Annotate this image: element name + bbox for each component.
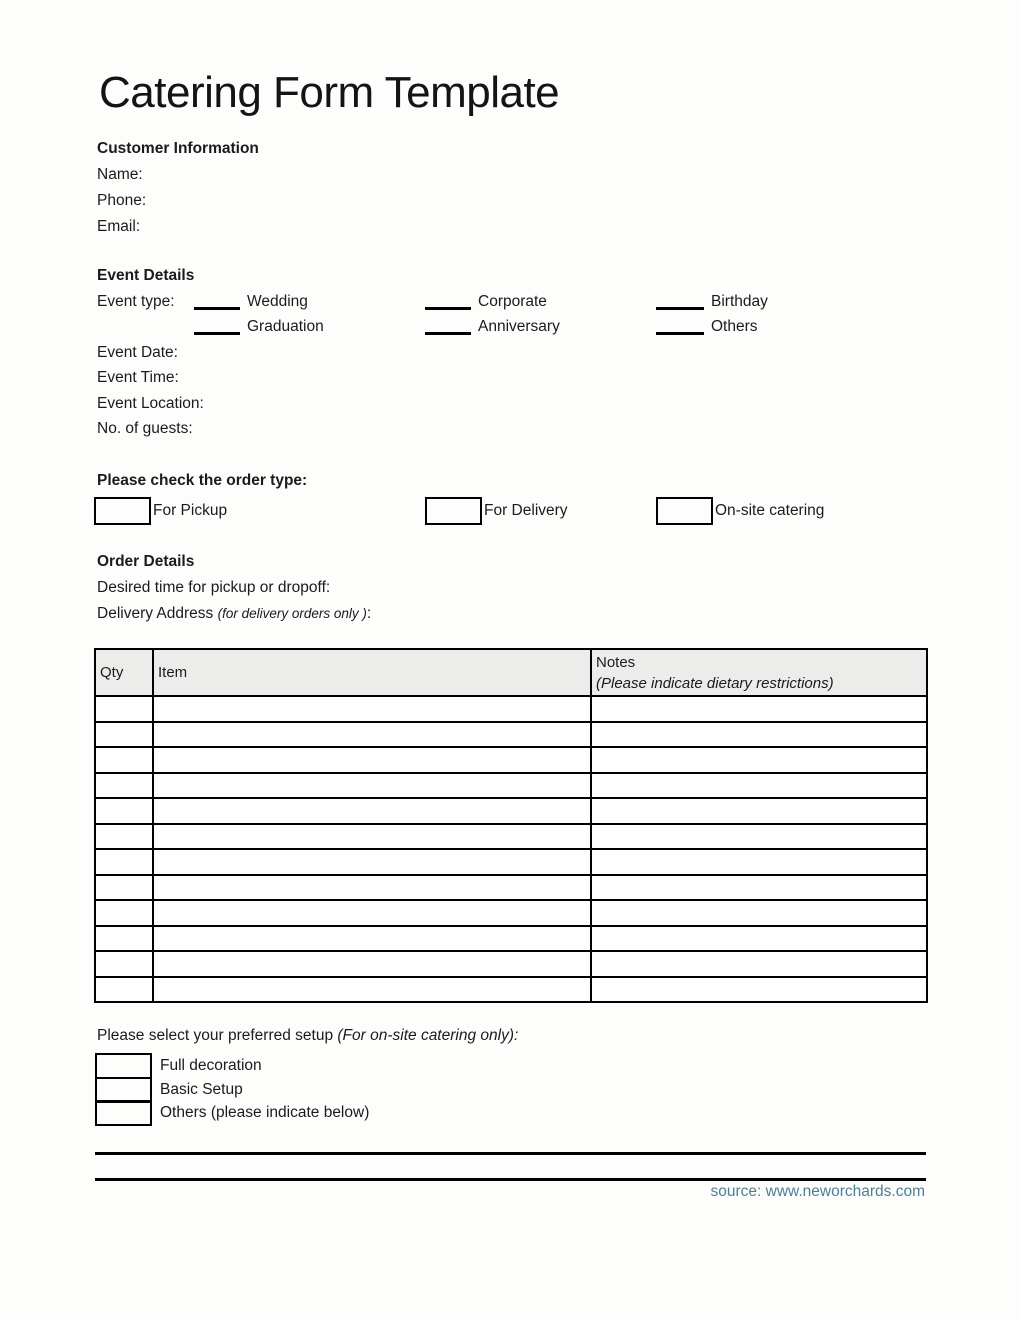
order-table-empty-row [95,722,927,748]
delivery-address-note: (for delivery orders only ) [217,606,367,621]
order-table-cell-item[interactable] [153,977,591,1003]
order-table-cell-qty[interactable] [95,773,153,799]
event-type-option-others: Others [711,318,758,335]
page-title: Catering Form Template [99,68,560,117]
order-table-cell-qty[interactable] [95,977,153,1003]
event-location-label: Event Location: [97,394,204,412]
order-table-cell-qty[interactable] [95,875,153,901]
event-type-option-graduation: Graduation [247,318,324,335]
notes-column-subtitle: (Please indicate dietary restrictions) [596,674,834,692]
order-table-cell-qty[interactable] [95,722,153,748]
notes-column-title: Notes [596,653,636,671]
order-table-cell-qty[interactable] [95,798,153,824]
order-table-cell-item[interactable] [153,824,591,850]
order-table-cell-item[interactable] [153,773,591,799]
guest-count-label: No. of guests: [97,420,193,437]
event-type-blank-graduation[interactable] [194,314,240,335]
order-table-cell-qty[interactable] [95,747,153,773]
item-column-header: Item [153,649,591,696]
order-table-empty-row [95,849,927,875]
notes-column-header [591,649,927,696]
event-type-option-birthday: Birthday [711,292,768,310]
order-table-empty-row [95,798,927,824]
order-table-cell-item[interactable] [153,722,591,748]
others-write-in-line-2[interactable] [95,1178,926,1181]
order-table-empty-row [95,875,927,901]
event-details-heading: Event Details [97,267,195,284]
setup-option-full-decoration [95,1053,369,1079]
order-table-empty-row [95,696,927,722]
name-field-label: Name: [97,166,143,183]
pickup-checkbox[interactable] [94,497,151,525]
full-decoration-label: Full decoration [160,1057,262,1074]
event-type-row-2 [97,314,927,340]
order-table-cell-notes[interactable] [591,747,927,773]
setup-option-others [95,1100,369,1126]
customer-information-section [97,136,259,240]
event-type-option-anniversary: Anniversary [478,318,560,335]
delivery-address-colon: : [366,605,372,622]
setup-options [95,1053,369,1126]
order-table-cell-item[interactable] [153,900,591,926]
event-time-label: Event Time: [97,369,179,386]
event-type-label: Event type: [97,292,175,310]
order-table-header-row [95,649,927,696]
order-table-cell-qty[interactable] [95,849,153,875]
order-table-body [95,696,927,1002]
setup-prompt-note: (For on-site catering only): [337,1027,519,1044]
others-setup-label: Others (please indicate below) [160,1104,370,1121]
pickup-label: For Pickup [153,502,228,519]
onsite-catering-label: On-site catering [715,502,825,519]
customer-information-heading: Customer Information [97,140,259,157]
order-table-cell-qty[interactable] [95,900,153,926]
order-table-cell-item[interactable] [153,849,591,875]
order-table-empty-row [95,773,927,799]
order-table-cell-notes[interactable] [591,696,927,722]
order-type-heading: Please check the order type: [97,472,308,489]
order-table-cell-item[interactable] [153,926,591,952]
qty-column-header: Qty [95,649,153,696]
event-type-option-corporate: Corporate [478,292,547,310]
event-type-blank-birthday[interactable] [656,289,704,310]
others-setup-checkbox[interactable] [95,1100,152,1126]
order-table-cell-qty[interactable] [95,696,153,722]
order-table-cell-notes[interactable] [591,875,927,901]
order-table-empty-row [95,977,927,1003]
others-write-in-line-1[interactable] [95,1152,926,1155]
order-table-empty-row [95,824,927,850]
delivery-label: For Delivery [484,502,568,519]
phone-field-label: Phone: [97,192,147,209]
basic-setup-label: Basic Setup [160,1080,243,1098]
onsite-catering-checkbox[interactable] [656,497,713,525]
email-field-label: Email: [97,218,141,235]
order-items-table [94,648,928,1003]
order-details-section [97,549,371,627]
order-table-cell-notes[interactable] [591,773,927,799]
order-table-cell-item[interactable] [153,875,591,901]
event-date-label: Event Date: [97,343,178,361]
order-table-cell-item[interactable] [153,747,591,773]
order-table-cell-qty[interactable] [95,824,153,850]
order-table-cell-notes[interactable] [591,722,927,748]
source-credit[interactable]: source: www.neworchards.com [710,1183,925,1200]
order-table-cell-notes[interactable] [591,824,927,850]
order-table-cell-qty[interactable] [95,951,153,977]
order-table-empty-row [95,951,927,977]
event-type-blank-corporate[interactable] [425,289,471,310]
setup-prompt-label: Please select your preferred setup [97,1027,338,1044]
order-table-empty-row [95,926,927,952]
order-details-heading: Order Details [97,553,195,570]
order-table-cell-item[interactable] [153,798,591,824]
order-type-option-pickup [94,497,227,525]
order-type-option-delivery [425,497,568,525]
event-type-row-1 [97,289,927,315]
order-type-options [97,497,927,525]
order-table-cell-item[interactable] [153,951,591,977]
order-table-empty-row [95,747,927,773]
delivery-checkbox[interactable] [425,497,482,525]
delivery-address-line [97,601,371,627]
order-table-cell-notes[interactable] [591,951,927,977]
event-type-blank-wedding[interactable] [194,289,240,310]
event-type-blank-anniversary[interactable] [425,314,471,335]
setup-prompt-line [97,1023,518,1049]
order-table-empty-row [95,900,927,926]
desired-time-label: Desired time for pickup or dropoff: [97,579,331,596]
event-details-section [97,263,927,442]
delivery-address-label: Delivery Address [97,605,218,622]
order-table-cell-notes[interactable] [591,798,927,824]
order-table-cell-notes[interactable] [591,926,927,952]
setup-option-basic-setup [95,1077,369,1103]
order-table-cell-notes[interactable] [591,977,927,1003]
order-table-cell-notes[interactable] [591,849,927,875]
order-table-cell-qty[interactable] [95,926,153,952]
order-type-option-onsite [656,497,824,525]
event-type-blank-others[interactable] [656,314,704,335]
basic-setup-checkbox[interactable] [95,1077,152,1103]
order-table-cell-item[interactable] [153,696,591,722]
full-decoration-checkbox[interactable] [95,1053,152,1079]
event-type-option-wedding: Wedding [247,292,308,310]
order-table-cell-notes[interactable] [591,900,927,926]
